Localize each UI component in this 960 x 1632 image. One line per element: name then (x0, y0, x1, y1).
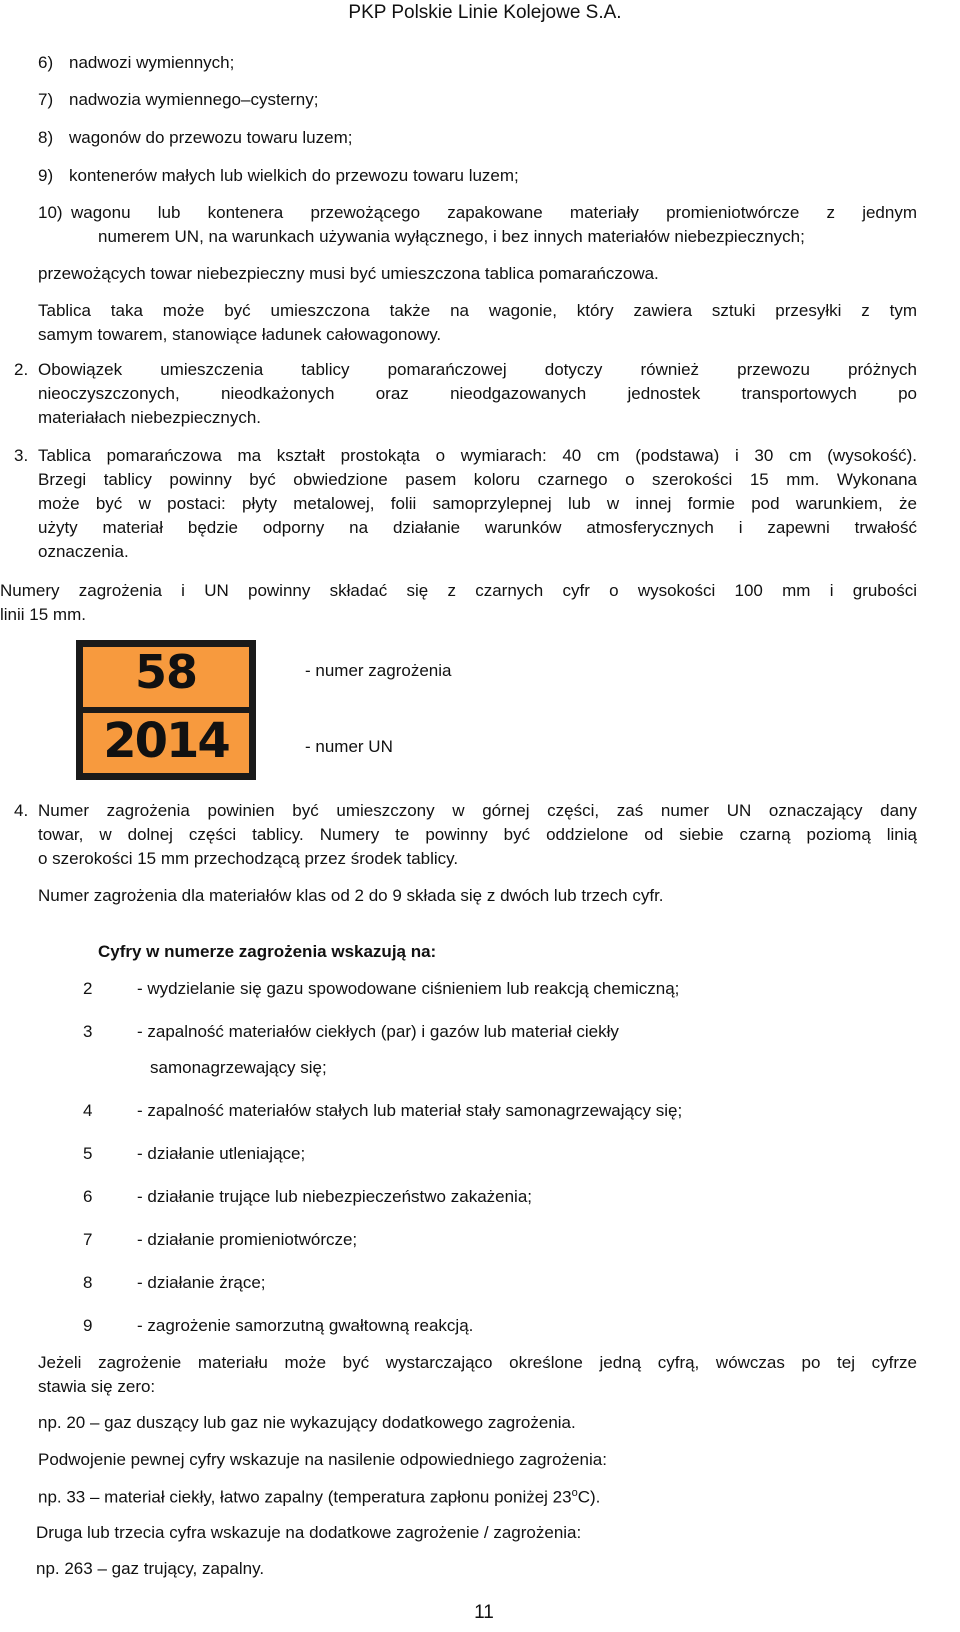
text-line: Numer zagrożenia powinien być umieszczony w górnej części, zaś numer UN oznaczający dany (38, 801, 917, 820)
text-line: nieoczyszczonych, nieodkażonych oraz nieodgazowanych jednostek transportowych po (38, 384, 917, 403)
digit-code: 7 (83, 1230, 93, 1249)
list-item-number: 8) (38, 128, 54, 147)
paragraph (38, 299, 917, 347)
text-line: towar, w dolnej części tablicy. Numery te powinny być oddzielone od siebie czarną poziomą linią (38, 825, 917, 844)
digit-code: 4 (83, 1101, 93, 1120)
un-number-label: - numer UN (305, 737, 393, 756)
paragraph: Druga lub trzecia cyfra wskazuje na dodatkowe zagrożenie / zagrożenia: (36, 1523, 582, 1542)
digit-code: 3 (83, 1022, 93, 1041)
text-line: Tablica taka może być umieszczona także na wagonie, który zawiera sztuki przesyłki z tym (38, 301, 917, 320)
example-33-end: C). (577, 1487, 601, 1507)
orange-hazard-plate (76, 640, 256, 780)
text-line: wagonu lub kontenera przewożącego zapakowane materiały promieniotwórcze z jednym (71, 203, 917, 222)
example-33-text: np. 33 – materiał ciekły, łatwo zapalny (temperatura zapłonu poniżej 23 (38, 1487, 572, 1507)
list-item-number: 7) (38, 90, 54, 109)
digit-description: - wydzielanie się gazu spowodowane ciśnieniem lub reakcją chemiczną; (137, 979, 680, 998)
digit-code: 2 (83, 979, 93, 998)
digit-code: 8 (83, 1273, 93, 1292)
page-header: PKP Polskie Linie Kolejowe S.A. (348, 2, 622, 23)
paragraph-number: 3. (14, 446, 29, 465)
list-item-text: nadwozi wymiennych; (69, 53, 235, 72)
text-line: Obowiązek umieszczenia tablicy pomarańczowej dotyczy również przewozu próżnych (38, 360, 917, 379)
digit-description: - działanie utleniające; (137, 1144, 306, 1163)
section-heading: Cyfry w numerze zagrożenia wskazują na: (98, 942, 437, 961)
paragraph (38, 358, 917, 430)
paragraph-number: 2. (14, 360, 29, 379)
text-line: linii 15 mm. (0, 605, 86, 624)
digit-description: - zagrożenie samorzutną gwałtowną reakcją. (137, 1316, 474, 1335)
degree-superscript: o (571, 1487, 578, 1499)
text-line: materiałach niebezpiecznych. (38, 408, 262, 427)
list-item-text: kontenerów małych lub wielkich do przewozu towaru luzem; (69, 166, 519, 185)
un-number: 2014 (103, 713, 229, 769)
text-line: numerem UN, na warunkach używania wyłącznego, i bez innych materiałów niebezpiecznych; (98, 227, 805, 246)
paragraph (0, 579, 917, 627)
list-item-text: nadwozia wymiennego–cysterny; (69, 90, 319, 109)
digit-description: - działanie trujące lub niebezpieczeństwo zakażenia; (137, 1187, 533, 1206)
hazard-number-label: - numer zagrożenia (305, 661, 452, 680)
paragraph (38, 1351, 917, 1399)
digit-code: 5 (83, 1144, 93, 1163)
paragraph: Podwojenie pewnej cyfry wskazuje na nasilenie odpowiedniego zagrożenia: (38, 1450, 607, 1469)
example-263: np. 263 – gaz trujący, zapalny. (36, 1559, 265, 1578)
digit-code: 9 (83, 1316, 93, 1335)
text-line: może być w postaci: płyty metalowej, folii samoprzylepnej lub w innej formie pod warunkiem, że (38, 494, 917, 513)
text-line: użyty materiał będzie odporny na działanie warunków atmosferycznych i zapewni trwałość (38, 518, 917, 537)
page-number: 11 (474, 1602, 494, 1623)
text-line: Tablica pomarańczowa ma kształt prostokąta o wymiarach: 40 cm (podstawa) i 30 cm (wysokość). (38, 446, 917, 465)
text-line: stawia się zero: (38, 1377, 156, 1396)
hazard-number: 58 (134, 645, 197, 699)
digit-code: 6 (83, 1187, 93, 1206)
paragraph-number: 4. (14, 801, 29, 820)
digit-description: - zapalność materiałów ciekłych (par) i gazów lub materiał ciekły (137, 1022, 619, 1041)
digit-description: - działanie promieniotwórcze; (137, 1230, 358, 1249)
list-item-number: 10) (38, 203, 63, 222)
paragraph (38, 799, 917, 871)
text-line: o szerokości 15 mm przechodzącą przez środek tablicy. (38, 849, 459, 868)
digit-description: - zapalność materiałów stałych lub materiał stały samonagrzewający się; (137, 1101, 683, 1120)
list-item-number: 9) (38, 166, 54, 185)
text-line: samym towarem, stanowiące ładunek całowagonowy. (38, 325, 442, 344)
text-line: Numery zagrożenia i UN powinny składać się z czarnych cyfr o wysokości 100 mm i grubości (0, 581, 917, 600)
text-line: Jeżeli zagrożenie materiału może być wystarczająco określone jedną cyfrą, wówczas po tej cyfrze (38, 1353, 917, 1372)
list-item-text: wagonów do przewozu towaru luzem; (69, 128, 353, 147)
paragraph (38, 444, 917, 564)
digit-description-cont: samonagrzewający się; (150, 1058, 327, 1077)
digit-description: - działanie żrące; (137, 1273, 266, 1292)
example-20: np. 20 – gaz duszący lub gaz nie wykazujący dodatkowego zagrożenia. (38, 1413, 576, 1432)
paragraph: Numer zagrożenia dla materiałów klas od 2 do 9 składa się z dwóch lub trzech cyfr. (38, 886, 664, 905)
text-line: Brzegi tablicy powinny być obwiedzione pasem koloru czarnego o szerokości 15 mm. Wykonana (38, 470, 917, 489)
example-33 (38, 1487, 600, 1508)
list-item-number: 6) (38, 53, 54, 72)
paragraph: przewożących towar niebezpieczny musi być umieszczona tablica pomarańczowa. (38, 264, 659, 283)
list-item-text (71, 201, 917, 225)
text-line: oznaczenia. (38, 542, 129, 561)
